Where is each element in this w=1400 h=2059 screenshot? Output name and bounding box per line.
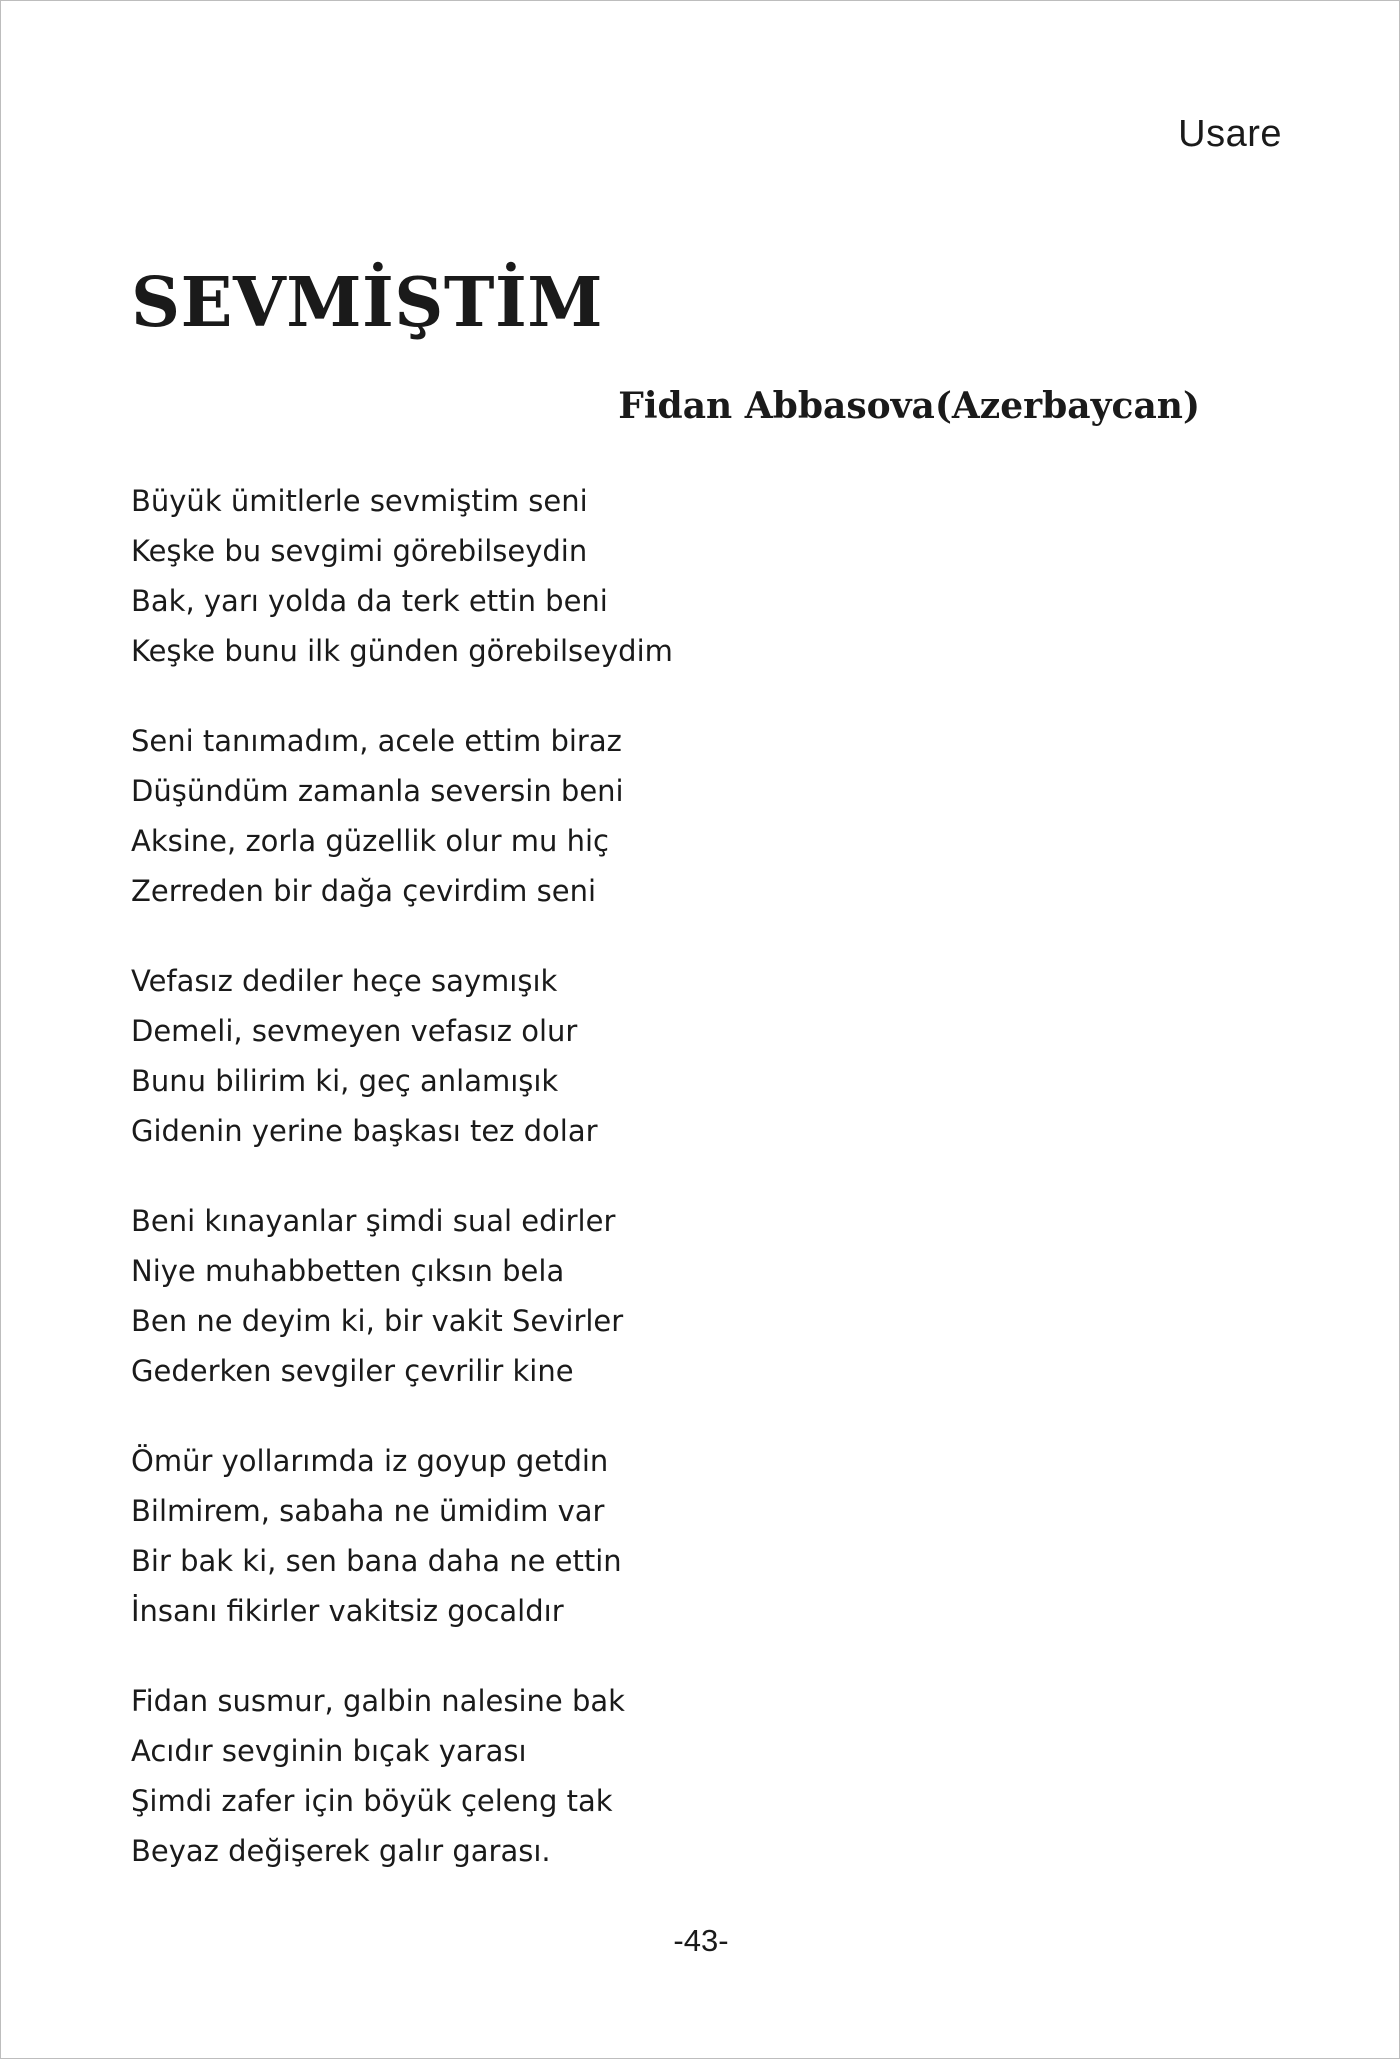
poem-line: Vefasız dediler heçe saymışık [131, 964, 558, 998]
stanza-5 [131, 1436, 1031, 1636]
page-number: -43- [673, 1923, 729, 1958]
poem-line: Düşündüm zamanla seversin beni [131, 774, 624, 808]
poem-line: Bak, yarı yolda da terk ettin beni [131, 584, 608, 618]
poem-body [131, 476, 1031, 1916]
poem-line: Bir bak ki, sen bana daha ne ettin [131, 1544, 622, 1578]
poem-line: Büyük ümitlerle sevmiştim seni [131, 484, 588, 518]
poem-line: Keşke bunu ilk günden görebilseydim [131, 634, 673, 668]
poem-line: Şimdi zafer için böyük çeleng tak [131, 1784, 613, 1818]
poem-line: Acıdır sevginin bıçak yarası [131, 1734, 527, 1768]
poem-line: Aksine, zorla güzellik olur mu hiç [131, 824, 609, 858]
poem-line: Zerreden bir dağa çevirdim seni [131, 874, 597, 908]
stanza-2 [131, 716, 1031, 916]
stanza-1 [131, 476, 1031, 676]
poem-title: SEVMİŞTİM [131, 263, 604, 343]
poem-line: Bunu bilirim ki, geç anlamışık [131, 1064, 559, 1098]
poem-line: Demeli, sevmeyen vefasız olur [131, 1014, 578, 1048]
stanza-3 [131, 956, 1031, 1156]
poem-line: İnsanı fikirler vakitsiz gocaldır [131, 1594, 564, 1628]
poem-line: Fidan susmur, galbin nalesine bak [131, 1684, 625, 1718]
poem-line: Bilmirem, sabaha ne ümidim var [131, 1494, 605, 1528]
poem-line: Beyaz değişerek galır garası. [131, 1834, 551, 1868]
poem-line: Gidenin yerine başkası tez dolar [131, 1114, 598, 1148]
poem-line: Ben ne deyim ki, bir vakit Sevirler [131, 1304, 624, 1338]
poem-author: Fidan Abbasova(Azerbaycan) [618, 385, 1200, 427]
poem-line: Seni tanımadım, acele ettim biraz [131, 724, 622, 758]
poem-line: Ömür yollarımda iz goyup getdin [131, 1444, 609, 1478]
running-header: Usare [1178, 113, 1282, 155]
poem-line: Beni kınayanlar şimdi sual edirler [131, 1204, 616, 1238]
stanza-4 [131, 1196, 1031, 1396]
poem-line: Keşke bu sevgimi görebilseydin [131, 534, 588, 568]
poem-line: Niye muhabbetten çıksın bela [131, 1254, 565, 1288]
stanza-6 [131, 1676, 1031, 1876]
poem-line: Gederken sevgiler çevrilir kine [131, 1354, 574, 1388]
